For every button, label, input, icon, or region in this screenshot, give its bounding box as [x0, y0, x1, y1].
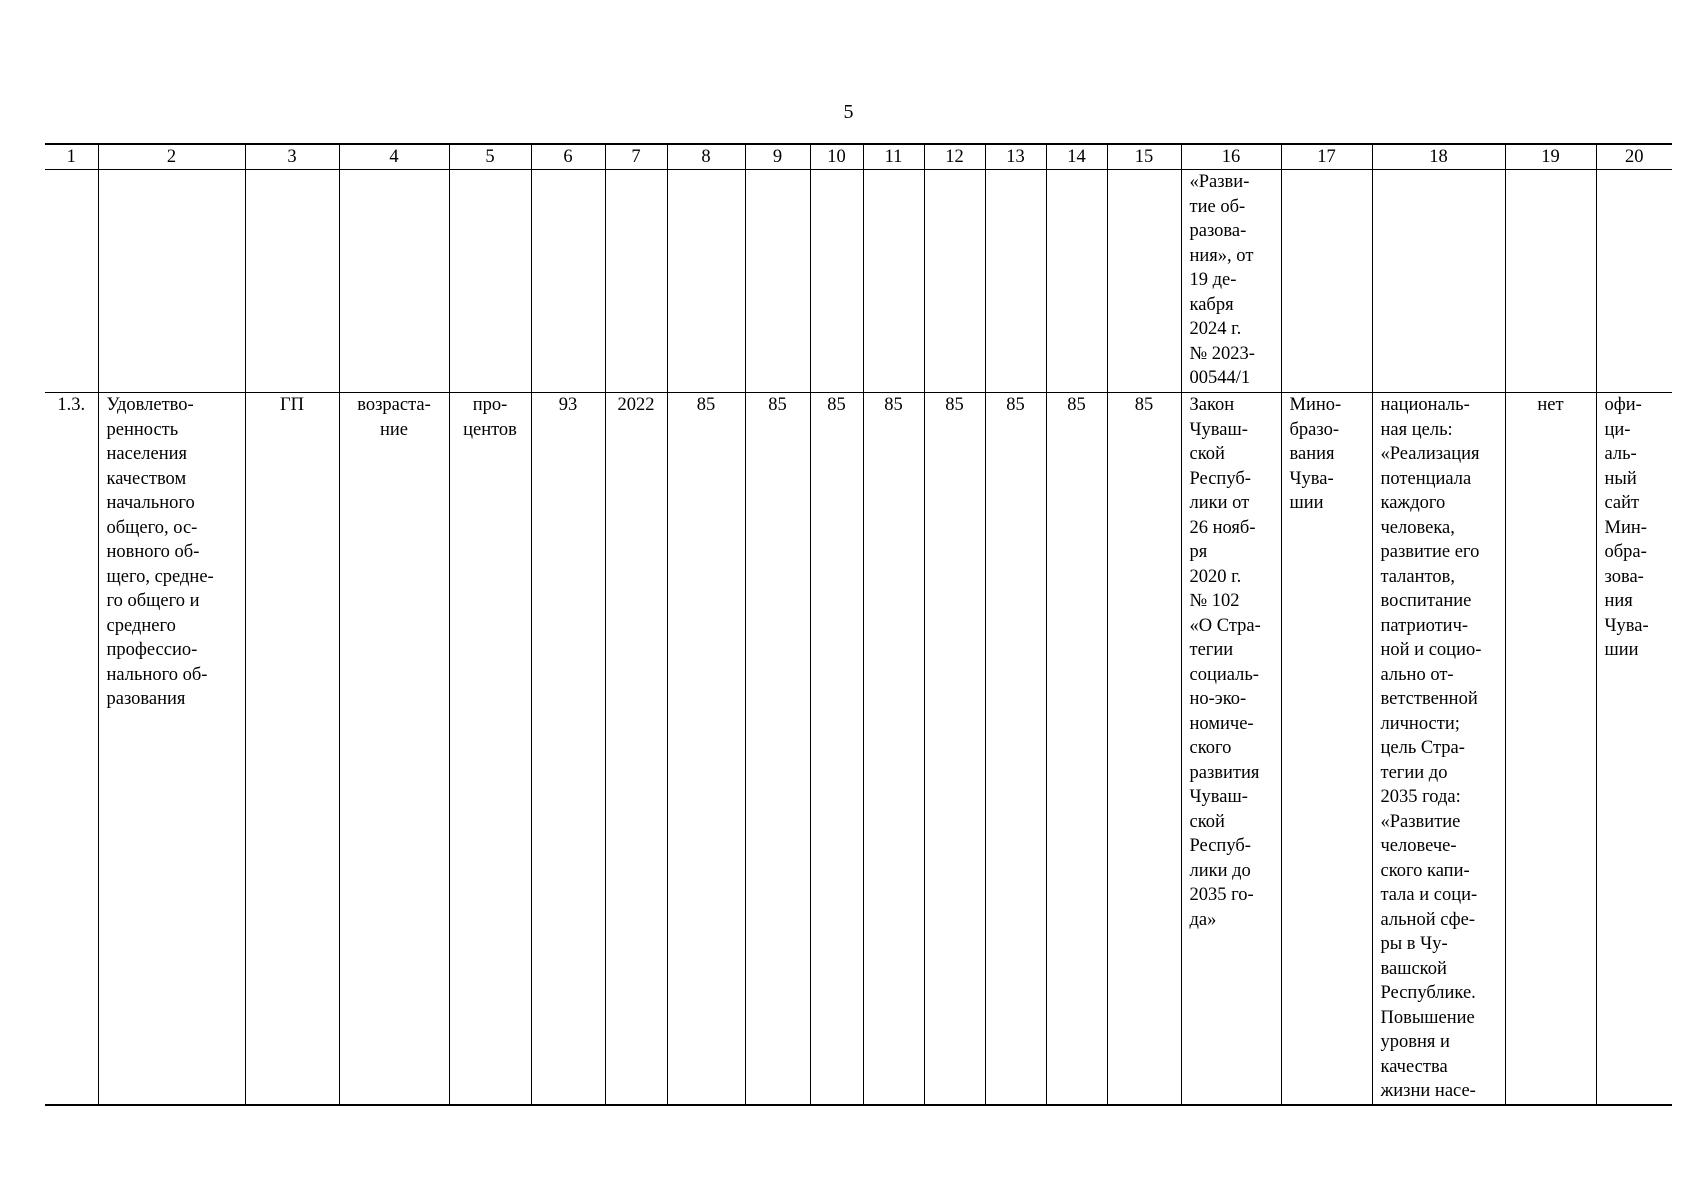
- text-line: Закон: [1189, 395, 1235, 415]
- value-col8: 85: [667, 393, 745, 1105]
- text-line: ально от-: [1380, 664, 1454, 685]
- header-cell: 18: [1372, 144, 1505, 170]
- text-line: зова-: [1604, 566, 1644, 587]
- text-line: 19 де-: [1189, 270, 1237, 290]
- table-row: [45, 393, 1672, 1105]
- text-line: шии: [1289, 493, 1324, 513]
- text-line: тегии до: [1380, 762, 1448, 783]
- text-line: 2020 г.: [1189, 566, 1242, 587]
- header-row: [45, 144, 1672, 170]
- text-line: «Реализация: [1380, 444, 1480, 464]
- text-line: тие об-: [1189, 196, 1246, 217]
- text-line: № 2023-: [1189, 343, 1255, 364]
- text-line: Мин-: [1604, 517, 1647, 538]
- text-line: сайт: [1604, 493, 1640, 513]
- text-line: личности;: [1380, 713, 1460, 734]
- text-line: человека,: [1380, 517, 1455, 538]
- text-line: ского: [1189, 738, 1232, 758]
- header-cell: 20: [1596, 144, 1672, 170]
- text-line: развития: [1189, 762, 1260, 783]
- text-line: профессио-: [106, 640, 198, 660]
- flag-value: нет: [1505, 393, 1596, 1105]
- text-line: ветственной: [1380, 689, 1478, 709]
- text-line: ния: [1604, 591, 1633, 611]
- legal-basis: [1181, 393, 1281, 1105]
- text-line: но-эко-: [1189, 689, 1247, 709]
- value-col10: 85: [810, 393, 863, 1105]
- continuation-row: [45, 170, 1672, 393]
- text-line: разования: [106, 689, 186, 709]
- text-line: лики до: [1189, 860, 1251, 881]
- text-line: кабря: [1189, 294, 1234, 315]
- text-line: номиче-: [1189, 713, 1254, 734]
- text-line: 26 нояб-: [1189, 517, 1256, 538]
- responsible-body: [1281, 393, 1372, 1105]
- text-line: потенциала: [1380, 468, 1472, 489]
- text-line: № 102: [1189, 591, 1240, 611]
- indicator-name: [98, 393, 245, 1105]
- header-cell: 14: [1046, 144, 1107, 170]
- page-number: 5: [843, 101, 854, 123]
- text-line: ния», от: [1189, 245, 1254, 266]
- text-line: возраста-: [357, 395, 431, 415]
- header-cell: 2: [98, 144, 245, 170]
- text-line: тала и соци-: [1380, 885, 1478, 905]
- text-line: каждого: [1380, 493, 1446, 513]
- text-line: человече-: [1380, 836, 1457, 856]
- unit-of-measure: [449, 393, 531, 1105]
- header-cell: 7: [605, 144, 667, 170]
- text-line: 00544/1: [1189, 368, 1251, 388]
- base-year: 2022: [605, 393, 667, 1105]
- header-cell: 10: [810, 144, 863, 170]
- indicator-level: ГП: [245, 393, 339, 1105]
- text-line: про-: [472, 395, 508, 415]
- text-line: альной сфе-: [1380, 909, 1476, 930]
- value-col13: 85: [985, 393, 1046, 1105]
- header-cell: 1: [45, 144, 98, 170]
- text-line: Респуб-: [1189, 468, 1251, 489]
- text-line: Повышение: [1380, 1007, 1475, 1028]
- text-line: общего, ос-: [106, 517, 198, 538]
- base-value: 93: [531, 393, 605, 1105]
- text-line: среднего: [106, 615, 176, 636]
- value-col15: 85: [1107, 393, 1181, 1105]
- header-cell: 19: [1505, 144, 1596, 170]
- continuation-legal-basis: [1181, 170, 1281, 393]
- text-line: да»: [1189, 909, 1217, 930]
- text-line: аль-: [1604, 444, 1637, 464]
- text-line: бразо-: [1289, 419, 1339, 440]
- text-line: качества: [1380, 1056, 1448, 1077]
- text-line: развитие его: [1380, 542, 1480, 562]
- header-cell: 16: [1181, 144, 1281, 170]
- header-cell: 8: [667, 144, 745, 170]
- header-cell: 13: [985, 144, 1046, 170]
- text-line: жизни насе-: [1380, 1081, 1476, 1101]
- indicators-table: [45, 143, 1672, 1106]
- text-line: Чува-: [1604, 615, 1649, 636]
- text-line: обра-: [1604, 542, 1647, 562]
- text-line: нального об-: [106, 664, 208, 685]
- text-line: новного об-: [106, 542, 200, 562]
- text-line: ной и социо-: [1380, 640, 1482, 660]
- text-line: качеством: [106, 468, 187, 489]
- text-line: 2035 го-: [1189, 885, 1254, 905]
- text-line: Чува-: [1289, 468, 1334, 489]
- text-line: ная цель:: [1380, 419, 1453, 440]
- value-col11: 85: [863, 393, 924, 1105]
- text-line: ря: [1189, 542, 1208, 562]
- text-line: патриотич-: [1380, 615, 1469, 636]
- text-line: уровня и: [1380, 1032, 1450, 1052]
- text-line: националь-: [1380, 395, 1470, 415]
- text-line: «Разви-: [1189, 172, 1250, 192]
- text-line: Мино-: [1289, 395, 1342, 415]
- text-line: Чуваш-: [1189, 787, 1248, 807]
- text-line: ние: [379, 419, 408, 440]
- header-cell: 6: [531, 144, 605, 170]
- header-cell: 15: [1107, 144, 1181, 170]
- value-col9: 85: [745, 393, 810, 1105]
- text-line: ный: [1604, 468, 1637, 489]
- text-line: лики от: [1189, 493, 1250, 513]
- text-line: социаль-: [1189, 664, 1259, 685]
- text-line: тегии: [1189, 640, 1234, 660]
- text-line: Республике.: [1380, 983, 1476, 1003]
- value-col14: 85: [1046, 393, 1107, 1105]
- text-line: ского капи-: [1380, 860, 1470, 881]
- text-line: воспитание: [1380, 591, 1472, 611]
- header-cell: 5: [449, 144, 531, 170]
- text-line: вашской: [1380, 958, 1447, 979]
- text-line: «О Стра-: [1189, 615, 1261, 636]
- text-line: 2035 года:: [1380, 787, 1461, 807]
- text-line: «Развитие: [1380, 811, 1461, 832]
- text-line: населения: [106, 444, 188, 464]
- text-line: Респуб-: [1189, 836, 1251, 856]
- text-line: офи-: [1604, 395, 1642, 415]
- text-line: го общего и: [106, 591, 200, 611]
- text-line: Удовлетво-: [106, 395, 194, 415]
- text-line: вания: [1289, 444, 1335, 464]
- header-cell: 4: [339, 144, 449, 170]
- indicator-trend: [339, 393, 449, 1105]
- header-cell: 11: [863, 144, 924, 170]
- header-cell: 9: [745, 144, 810, 170]
- text-line: Чуваш-: [1189, 419, 1248, 440]
- text-line: талантов,: [1380, 566, 1455, 587]
- text-line: начального: [106, 493, 195, 513]
- header-cell: 12: [924, 144, 985, 170]
- text-line: ци-: [1604, 419, 1631, 440]
- text-line: цель Стра-: [1380, 738, 1465, 758]
- value-col12: 85: [924, 393, 985, 1105]
- text-line: шии: [1604, 640, 1639, 660]
- information-source: [1596, 393, 1672, 1105]
- national-goal: [1372, 393, 1505, 1105]
- text-line: ренность: [106, 419, 179, 440]
- header-cell: 3: [245, 144, 339, 170]
- text-line: ры в Чу-: [1380, 934, 1448, 954]
- header-cell: 17: [1281, 144, 1372, 170]
- text-line: щего, средне-: [106, 566, 214, 587]
- text-line: ской: [1189, 444, 1225, 464]
- row-number: 1.3.: [45, 393, 98, 1105]
- text-line: 2024 г.: [1189, 319, 1242, 339]
- text-line: центов: [463, 419, 517, 440]
- text-line: разова-: [1189, 221, 1247, 241]
- text-line: ской: [1189, 811, 1225, 832]
